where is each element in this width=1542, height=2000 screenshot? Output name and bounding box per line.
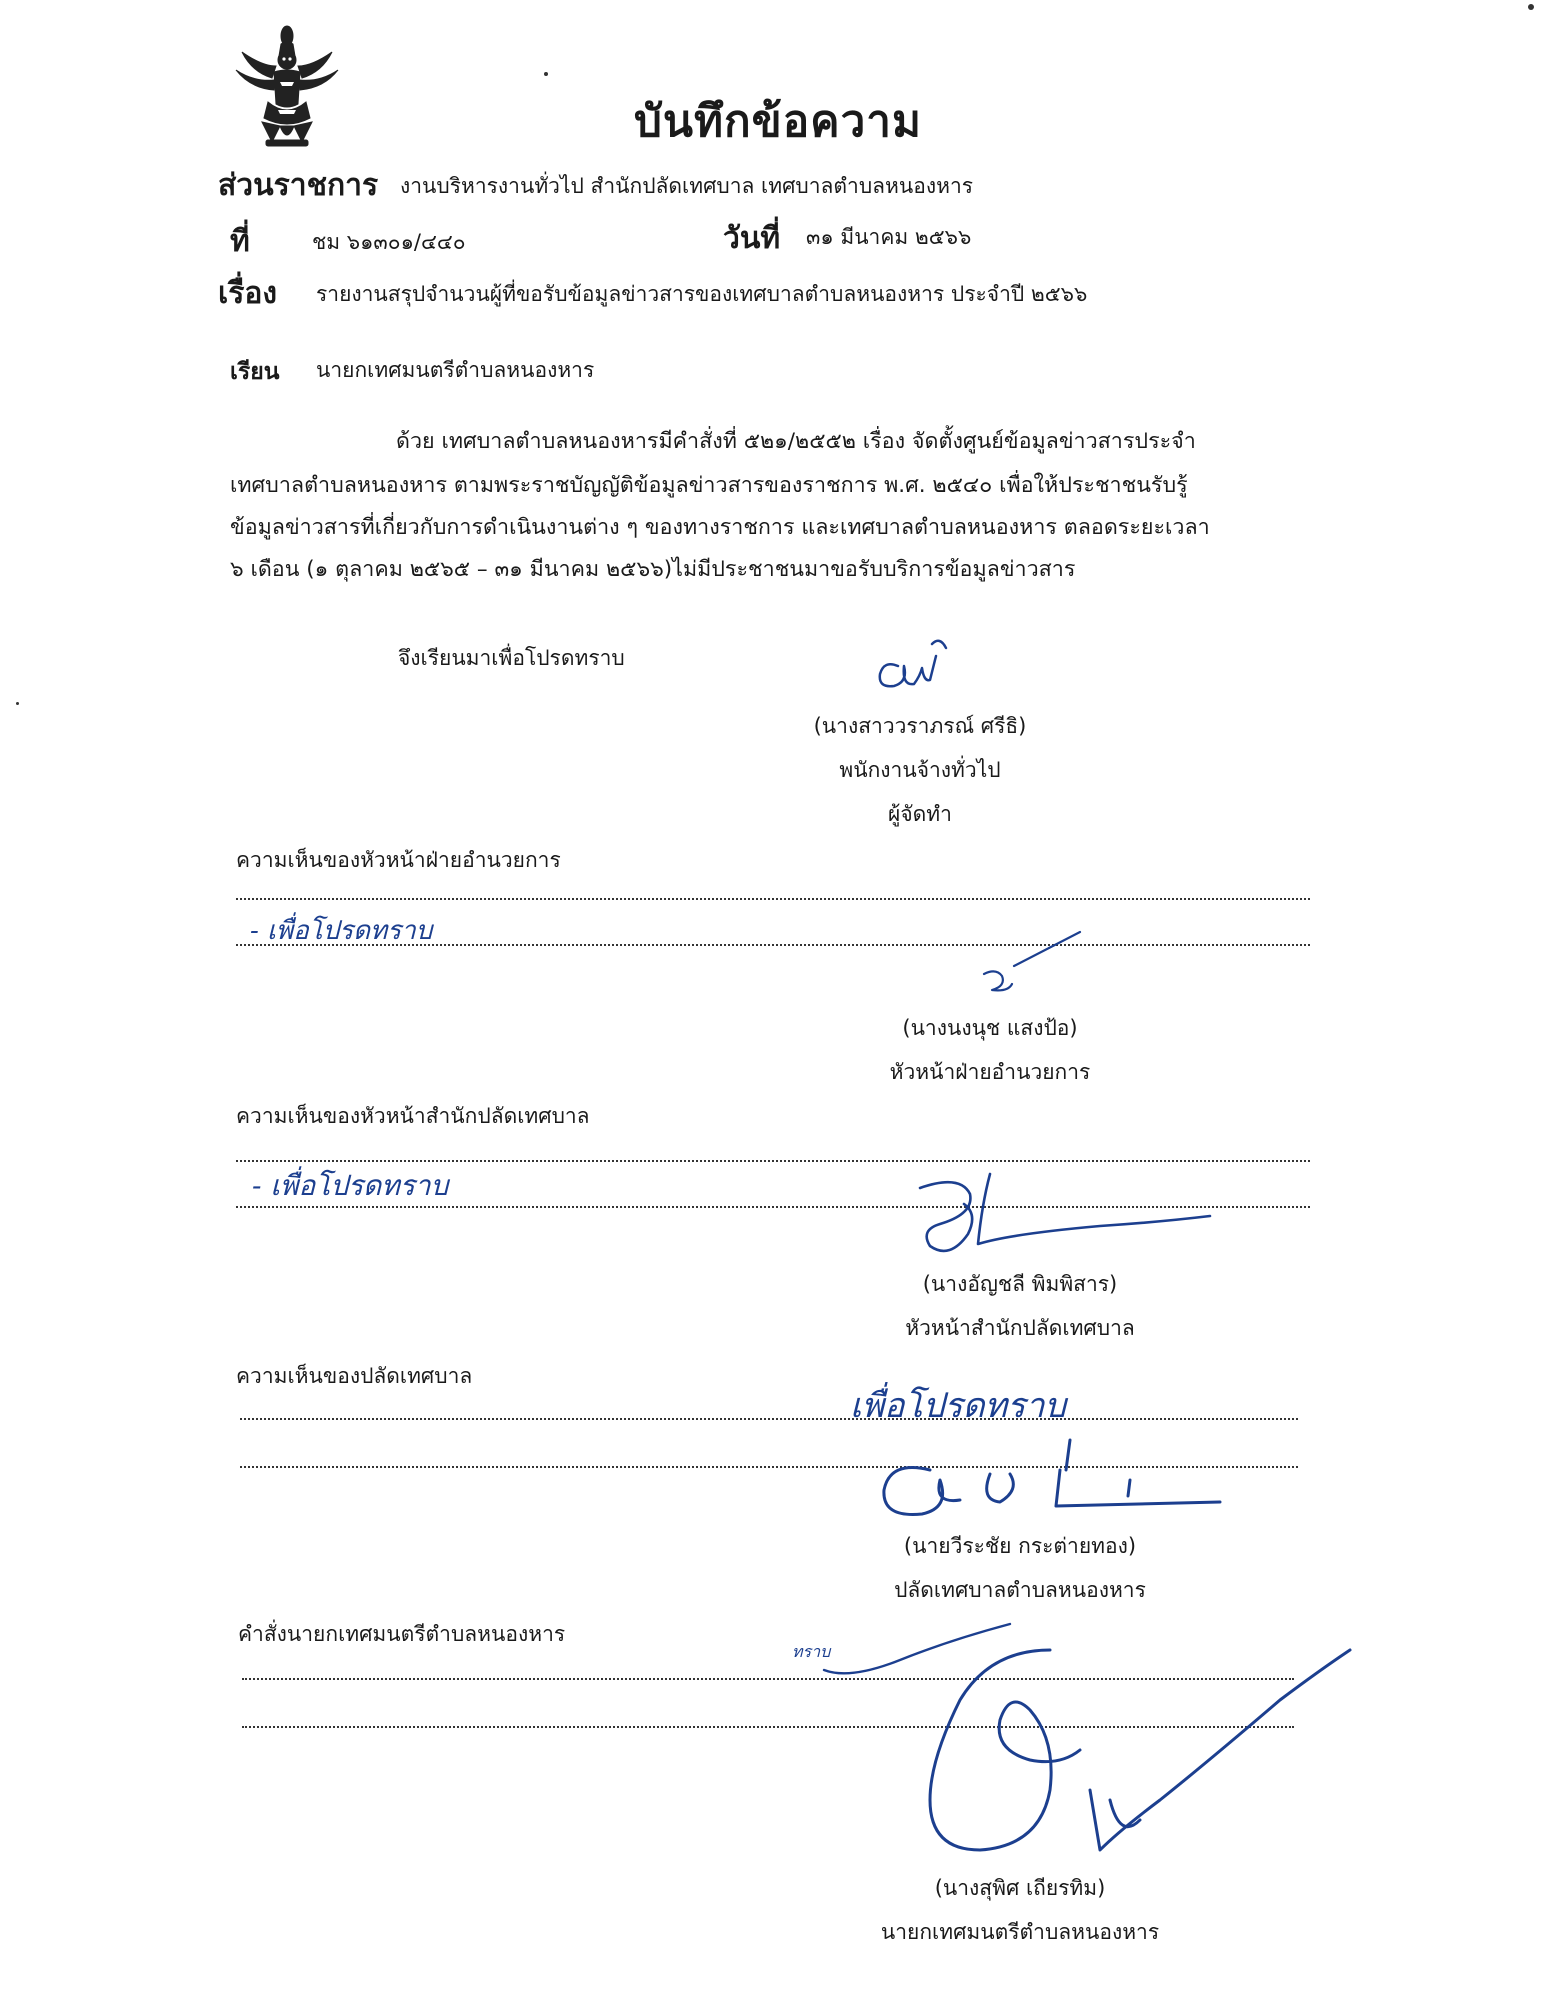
section-1-handwritten-note: - เพื่อโปรดทราบ [250,916,433,946]
subject-value: รายงานสรุปจำนวนผู้ที่ขอรับข้อมูลข่าวสารของเทศบาลตำบลหนองหาร ประจำปี ๒๕๖๖ [316,282,1088,306]
section-4-heading: คำสั่งนายกเทศมนตรีตำบลหนองหาร [238,1622,566,1646]
body-line-3: ข้อมูลข่าวสารที่เกี่ยวกับการดำเนินงานต่าง ๆ ของทางราชการ และเทศบาลตำบลหนองหาร ตลอดระยะเวลา [230,515,1210,540]
date-value: ๓๑ มีนาคม ๒๕๖๖ [806,225,972,249]
closing-text: จึงเรียนมาเพื่อโปรดทราบ [398,646,625,670]
section-1-signer-name: (นางนงนุช แสงป้อ) [902,1016,1078,1040]
date-label: วันที่ [723,221,781,256]
section-1-heading: ความเห็นของหัวหน้าฝ่ายอำนวยการ [236,848,561,872]
memo-title: บันทึกข้อความ [634,96,923,147]
section-4-signer-name: (นางสุพิศ เถียรทิม) [934,1876,1106,1900]
section-2-handwritten-note: - เพื่อโปรดทราบ [252,1169,449,1202]
preparer-role: ผู้จัดทำ [888,802,952,826]
preparer-signature-icon [864,626,974,706]
body-line-2: เทศบาลตำบลหนองหาร ตามพระราชบัญญัติข้อมูลข่าวสารของราชการ พ.ศ. ๒๕๔๐ เพื่อให้ประชาชนรับรู้ [230,473,1188,498]
section-2-signer-name: (นางอัญชลี พิมพิสาร) [922,1272,1118,1296]
body-line-4: ๖ เดือน (๑ ตุลาคม ๒๕๖๕ – ๓๑ มีนาคม ๒๕๖๖)ไม่มีประชาชนมาขอรับบริการข้อมูลข่าวสาร [230,557,1076,582]
section-3-signer-position: ปลัดเทศบาลตำบลหนองหาร [894,1578,1146,1602]
section-1-dotted-line [236,898,1310,900]
subject-label: เรื่อง [218,276,278,311]
scan-speck [1528,4,1534,10]
department-label: ส่วนราชการ [218,168,379,203]
section-1-signer-position: หัวหน้าฝ่ายอำนวยการ [889,1060,1091,1084]
section-3-dotted-line [240,1418,1298,1420]
section-4-handwritten-note: ทราบ [792,1642,831,1661]
scan-speck [544,72,548,76]
preparer-name: (นางสาววราภรณ์ ศรีธิ) [813,714,1027,738]
garuda-emblem-icon [232,22,342,150]
body-line-1: ด้วย เทศบาลตำบลหนองหารมีคำสั่งที่ ๕๒๑/๒๕๕๒ เรื่อง จัดตั้งศูนย์ข้อมูลข่าวสารประจำ [396,429,1196,454]
reference-value: ชม ๖๑๓๐๑/๔๔๐ [312,230,466,254]
reference-label: ที่ [230,224,250,259]
section-2-heading: ความเห็นของหัวหน้าสำนักปลัดเทศบาล [236,1104,590,1128]
section-1-signature-icon [960,926,1090,1006]
department-value: งานบริหารงานทั่วไป สำนักปลัดเทศบาล เทศบาลตำบลหนองหาร [400,174,974,198]
section-2-signature-icon [900,1164,1220,1274]
section-2-signer-position: หัวหน้าสำนักปลัดเทศบาล [905,1316,1135,1340]
salutation-label: เรียน [230,359,280,385]
section-3-signature-icon [870,1430,1230,1540]
salutation-value: นายกเทศมนตรีตำบลหนองหาร [316,358,595,382]
section-3-handwritten-note: เพื่อโปรดทราบ [850,1386,1066,1426]
scan-speck [16,702,19,705]
section-3-heading: ความเห็นของปลัดเทศบาล [236,1364,473,1388]
section-4-signer-position: นายกเทศมนตรีตำบลหนองหาร [880,1920,1160,1944]
preparer-position: พนักงานจ้างทั่วไป [839,758,1001,782]
section-3-signer-name: (นายวีระชัย กระต่ายทอง) [903,1534,1137,1558]
section-2-dotted-line [236,1160,1310,1162]
